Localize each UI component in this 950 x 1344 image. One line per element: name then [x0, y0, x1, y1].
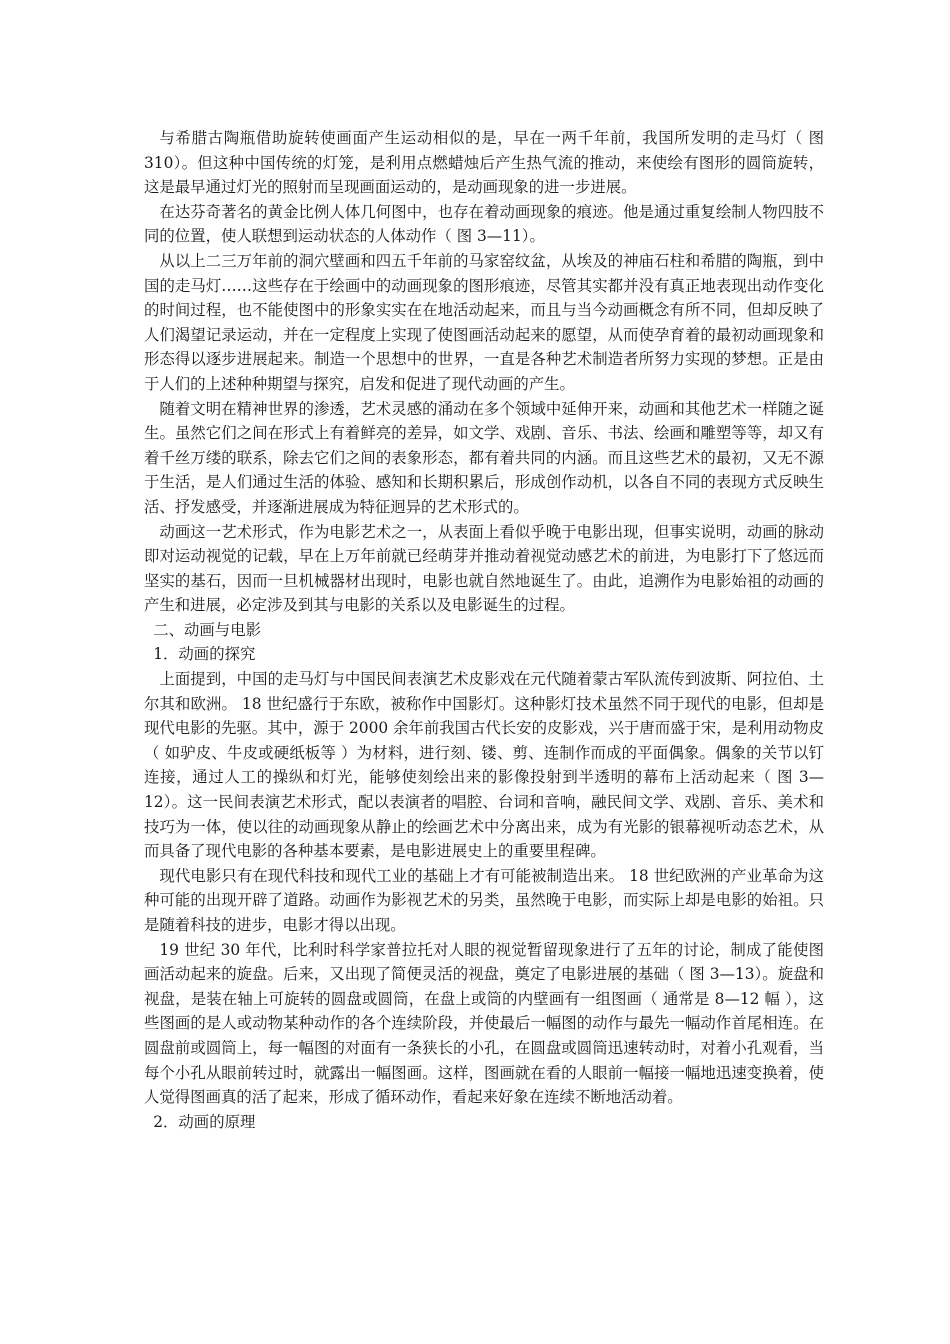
- paragraph-early-traces: 从以上二三万年前的洞穴壁画和四五千年前的马家窑纹盆，从埃及的神庙石柱和希腊的陶瓶，到中国的走马灯……这些存在于绘画中的动画现象的图形痕迹，尽管其实都并没有真正地表现出动作变化的时间过程，也不能使图中的形象实实在在地活动起来，而且与当今动画概念有所不同，但却反映了人们渴望记录运动，并在一定程度上实现了使图画活动起来的愿望，从而使孕育着的最初动画现象和形态得以逐步进展起来。制造一个思想中的世界，一直是各种艺术制造者所努力实现的梦想。正是由于人们的上述种种期望与探究，启发和促进了现代动画的产生。: [144, 251, 824, 393]
- paragraph-civilization: 随着文明在精神世界的渗透，艺术灵感的涌动在多个领域中延伸开来，动画和其他艺术一样随之诞生。虽然它们之间在形式上有着鲜亮的差异，如文学、戏剧、音乐、书法、绘画和雕塑等等，却又有着千丝万缕的联系，除去它们之间的表象形态，都有着共同的内涵。而且这些艺术的最初，又无不源于生活，是人们通过生活的体验、感知和长期积累后，形成创作动机，以各自不同的表现方式反映生活、抒发感受，并逐渐进展成为特征迥异的艺术形式的。: [144, 399, 824, 516]
- paragraph-phenakistiscope: 19 世纪 30 年代，比利时科学家普拉托对人眼的视觉暂留现象进行了五年的讨论，制成了能使图画活动起来的旋盘。后来，又出现了简便灵活的视盘，奠定了电影进展的基础（ 图 3—13）。旋盘和视盘，是装在轴上可旋转的圆盘或圆筒，在盘上或筒的内壁画有一组图画（ 通常是 8—12 幅 ），这些图画的是人或动物某种动作的各个连续阶段，并使最后一幅图的动作与最先一幅动作首尾相连。在圆盘前或圆筒上，每一幅图的对面有一条狭长的小孔，在圆盘或圆筒迅速转动时，对着小孔观看，当每个小孔从眼前转过时，就露出一幅图画。这样，图画就在看的人眼前一幅接一幅地迅速变换着，使人觉得图画真的活了起来，形成了循环动作，看起来好象在连续不断地活动着。: [144, 940, 824, 1107]
- paragraph-animation-film: 动画这一艺术形式，作为电影艺术之一，从表面上看似乎晚于电影出现，但事实说明，动画的脉动即对运动视觉的记载，早在上万年前就已经萌芽并推动着视觉动感艺术的前进，为电影打下了悠远而坚实的基石，因而一旦机械器材出现时，电影也就自然地诞生了。由此，追溯作为电影始祖的动画的产生和进展，必定涉及到其与电影的关系以及电影诞生的过程。: [144, 522, 824, 615]
- paragraph-shadow-play: 上面提到，中国的走马灯与中国民间表演艺术皮影戏在元代随着蒙古军队流传到波斯、阿拉伯、土尔其和欧洲。 18 世纪盛行于东欧，被称作中国影灯。这种影灯技术虽然不同于现代的电影，但却是现代电影的先驱。其中，源于 2000 余年前我国古代长安的皮影戏，兴于唐而盛于宋，是利用动物皮（ 如驴皮、牛皮或硬纸板等 ）为材料，进行刻、镂、剪、连制作而成的平面偶象。偶象的关节以钉连接，通过人工的操纵和灯光，能够使刻绘出来的影像投射到半透明的幕布上活动起来（ 图 3—12）。这一民间表演艺术形式，配以表演者的唱腔、台词和音响，融民间文学、戏剧、音乐、美术和技巧为一体，使以往的动画现象从静止的绘画艺术中分离出来，成为有光影的银幕视听动态艺术，从而具备了现代电影的各种基本要素，是电影进展史上的重要里程碑。: [144, 670, 824, 861]
- section-heading-animation-and-film: 二、动画与电影: [153, 620, 261, 639]
- paragraph-zoetrope: 与希腊古陶瓶借助旋转使画面产生运动相似的是，早在一两千年前，我国所发明的走马灯（ 图 310）。但这种中国传统的灯笼，是利用点燃蜡烛后产生热气流的推动，来使绘有图形的圆筒旋转，这是最早通过灯光的照射而呈现画面运动的，是动画现象的进一步进展。: [144, 129, 824, 197]
- subsection-heading-exploration: 1．动画的探究: [153, 645, 256, 664]
- paragraph-davinci: 在达芬奇著名的黄金比例人体几何图中，也存在着动画现象的痕迹。他是通过重复绘制人物四肢不同的位置，使人联想到运动状态的人体动作（ 图 3—11）。: [144, 202, 824, 246]
- paragraph-modern-film: 现代电影只有在现代科技和现代工业的基础上才有可能被制造出来。 18 世纪欧洲的产业革命为这种可能的出现开辟了道路。动画作为影视艺术的另类，虽然晚于电影，而实际上却是电影的始祖。只是随着科技的进步，电影才得以出现。: [144, 866, 824, 934]
- document-body: [144, 126, 824, 1134]
- subsection-heading-principle: 2．动画的原理: [153, 1112, 256, 1131]
